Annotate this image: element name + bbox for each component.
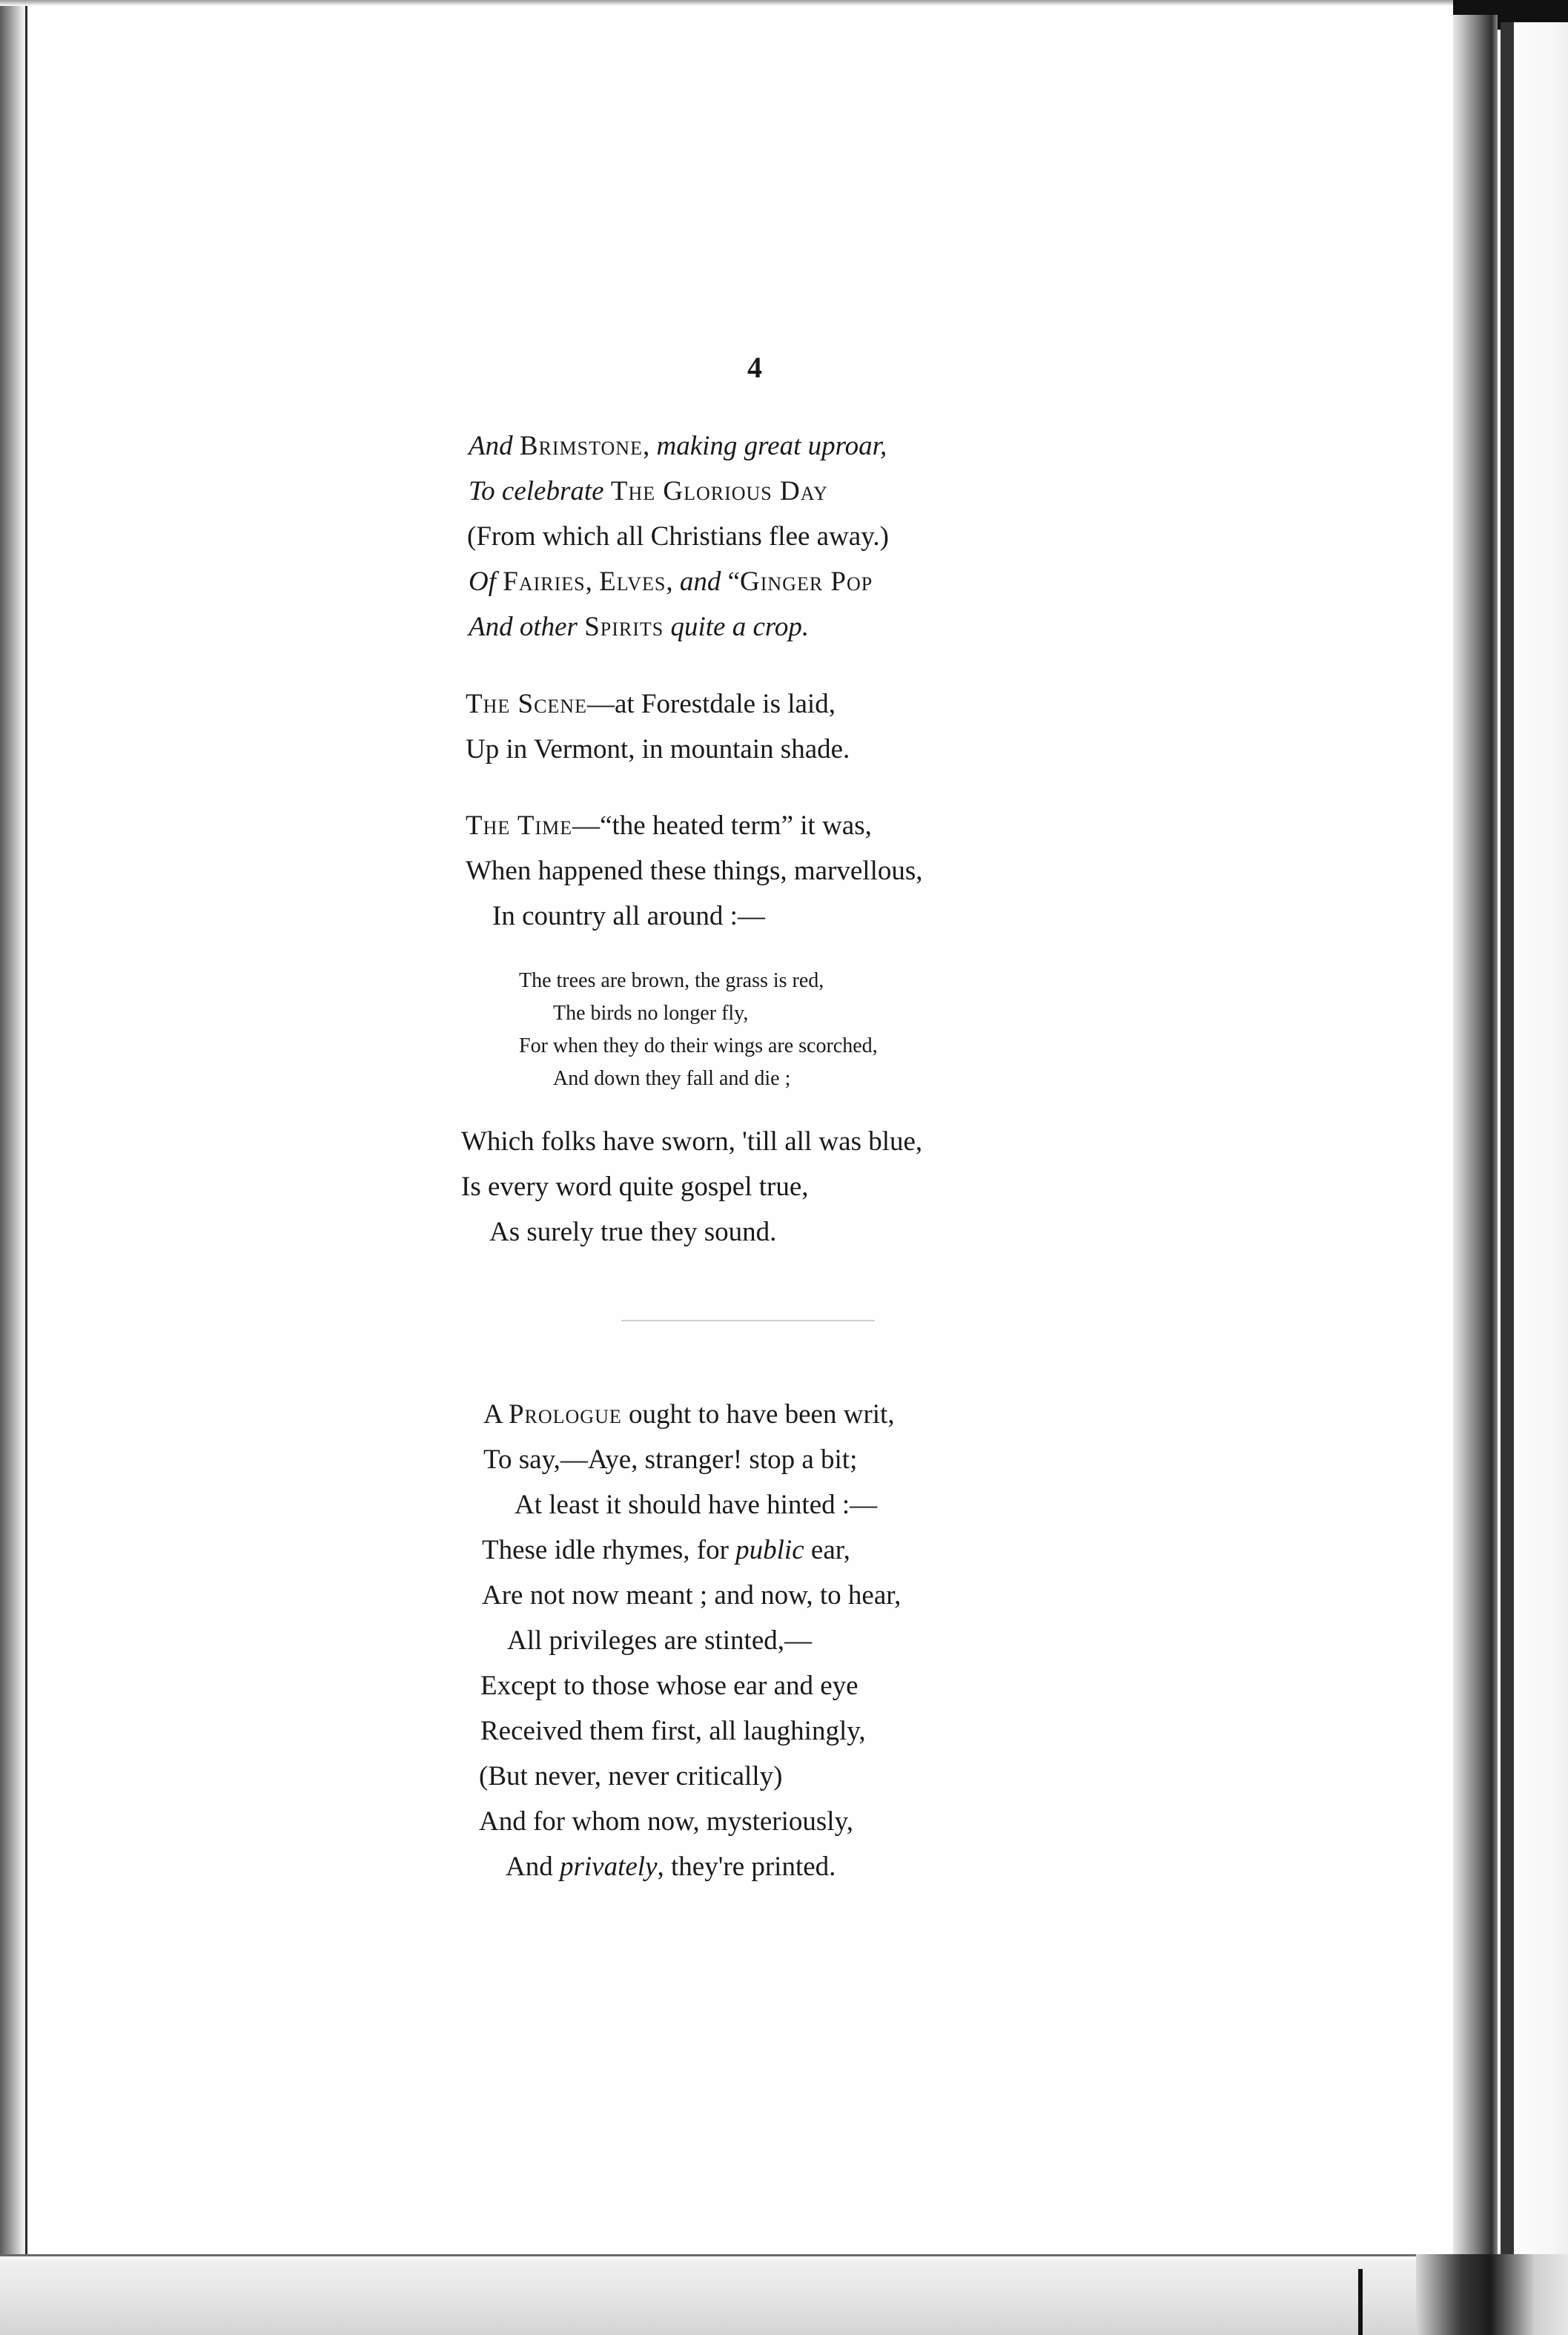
text-segment: Except to those whose ear and eye [480,1671,859,1701]
stanza4-line-1 [461,1126,922,1158]
top-page-edge [0,0,1568,6]
prologue-line-3 [515,1489,877,1522]
text-segment: —at Forestdale is laid, [586,689,836,719]
text-segment: quite a crop. [670,612,810,642]
text-segment: As surely true they sound. [489,1217,777,1247]
text-segment: And for whom now, mysteriously, [479,1806,853,1837]
text-segment: (From which all Christians flee away.) [467,521,889,552]
text-segment: And [469,431,520,461]
text-segment: Brimstone [519,431,643,461]
text-segment: And [506,1852,560,1882]
text-segment: Prologue [508,1399,622,1430]
text-segment [664,612,670,642]
quote-line-4: And down they fall and die ; [553,1067,791,1090]
text-segment: These idle rhymes, for [482,1535,736,1565]
text-segment: A [483,1399,509,1430]
prologue-line-10 [479,1806,853,1838]
next-page-edge [1514,22,1568,2335]
prologue-line-8 [480,1715,866,1748]
prologue-line-1 [483,1398,895,1431]
bottom-right-shadow [1416,2254,1568,2335]
stanza4-line-3 [489,1216,776,1249]
quote-line-1: The trees are brown, the grass is red, [519,969,824,992]
quote-line-3: For when they do their wings are scorched, [519,1034,878,1057]
text-segment: Fairies [503,567,586,597]
stanza3-line-1 [466,810,872,842]
text-segment: When happened these things, marvellous, [466,856,923,886]
text-segment: To say,—Aye, stranger! stop a bit; [483,1444,858,1475]
prologue-line-4 [482,1534,850,1567]
text-segment: , they're printed. [657,1852,836,1882]
text-segment: Is every word quite gospel true, [461,1172,809,1202]
prologue-line-11 [506,1851,836,1883]
quote-line-2: The birds no longer fly, [553,1002,749,1025]
stanza4-line-2 [461,1171,809,1203]
prologue-line-9 [479,1760,782,1793]
stanza1-line-3 [467,521,889,553]
text-segment: And other [469,612,585,642]
stanza3-line-2 [466,855,923,888]
text-segment: (But never, never critically) [479,1761,783,1791]
text-segment: Are not now meant ; and now, to hear, [482,1580,902,1611]
section-divider [621,1320,875,1321]
text-segment: The Scene [466,689,587,719]
prologue-line-7 [480,1670,859,1702]
right-page-shadow [1453,15,1498,2284]
left-binding-line [25,0,27,2335]
stanza2-line-1 [466,688,836,721]
text-segment: All privileges are stinted,— [507,1625,813,1656]
text-segment: , [666,567,680,597]
stanza1-line-1 [469,430,887,463]
text-segment: ear, [804,1535,850,1565]
stanza2-line-2 [466,733,850,766]
text-segment: , [585,567,600,597]
stanza1-line-5 [469,611,809,644]
text-segment: Ginger Pop [740,567,873,597]
text-segment: “ [721,567,741,597]
text-segment: and [679,567,721,597]
stanza1-line-2 [469,475,828,508]
text-segment: , [642,431,657,461]
text-segment: Up in Vermont, in mountain shade. [466,734,850,764]
page-number: 4 [747,351,762,384]
prologue-line-5 [482,1579,901,1612]
text-segment: ought to have been writ, [621,1399,895,1430]
text-segment: The Time [466,810,573,841]
text-segment: Which folks have sworn, 'till all was blue, [461,1126,923,1157]
text-segment: In country all around :— [492,901,765,931]
text-segment: Received them first, all laughingly, [480,1716,866,1746]
stanza3-line-3 [492,900,765,933]
bottom-page-edge [0,2254,1453,2335]
text-segment: Of [469,567,503,597]
bottom-edge-line [0,2254,1453,2256]
text-segment: Spirits [584,612,664,642]
text-segment: —“the heated term” it was, [572,810,872,841]
bottom-edge-mark [1358,2269,1363,2335]
prologue-line-6 [507,1625,812,1657]
right-binding-line [1501,22,1514,2254]
text-segment: public [735,1535,804,1565]
text-segment: making great uproar, [656,431,887,461]
text-segment: The Glorious Day [610,476,828,506]
text-segment: Elves [599,567,666,597]
text-segment: To celebrate [469,476,611,506]
text-segment: At least it should have hinted :— [515,1490,878,1520]
prologue-line-2 [483,1444,857,1476]
stanza1-line-4 [469,566,873,598]
text-segment: privately [559,1852,658,1882]
